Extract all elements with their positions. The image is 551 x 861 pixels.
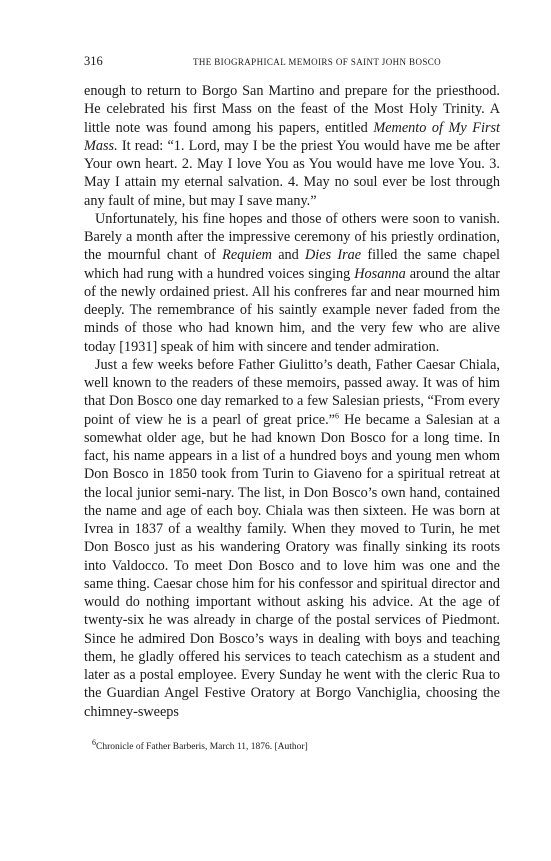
italic-term: Dies Irae <box>305 247 362 264</box>
footnote-text: Chronicle of Father Barberis, March 11, 1876. [Author] <box>96 741 308 752</box>
italic-title: Memento of My First Mass. <box>84 119 500 154</box>
page-number: 316 <box>84 54 103 68</box>
paragraph-text: Unfortunately, his fine hopes and those of others were soon to vanish. Barely a month after the impressive ceremony of his priestly ordination, the mournful chant of <box>84 210 500 264</box>
paragraph-text: Just a few weeks before Father Giulitto’s death, Father Caesar Chiala, well known to the readers of these memoirs, passed away. It was of him that Don Bosco one day remarked to a few Salesian priests, “From every point of view he is a pearl of great price.” <box>84 356 500 428</box>
paragraph-text: It read: “1. Lord, may I be the priest You would have me be after Your own heart. 2. May I love You as You would have me love You. 3. May I attain my eternal salvation. 4. May no soul ever be lost through any fault of mine, but may I save many.” <box>84 137 500 209</box>
paragraph-text: enough to return to Borgo San Martino and prepare for the priesthood. He celebrated his first Mass on the feast of the Most Holy Trinity. A little note was found among his papers, entitled <box>84 83 500 136</box>
paragraph-text: He became a Salesian at a somewhat older age, but he had known Don Bosco for a long time. In fact, his name appears in a list of a hundred boys and young men whom Don Bosco in 1850 took from Turin to Giaveno for a spiritual retreat at the local junior semi-nary. The list, in Don Bosco’s own hand, contained the name and age of each boy. Chiala was then sixteen. He was born at Ivrea in 1837 of a wealthy family. When they moved to Turin, he met Don Bosco just as his wandering Oratory was finally sinking its roots into Valdocco. To meet Don Bosco and to love him was one and the same thing. Caesar chose him for his confessor and spiritual director and would do nothing important without asking his advice. At the age of twenty-six he was already in charge of the postal services of Piedmont. Since he admired Don Bosco’s ways in dealing with boys and teaching them, he gladly offered his services to teach catechism as a student and later as a postal employee. Every Sunday he went with the cleric Rua to the Guardian Angel Festive Oratory at Borgo Vanchiglia, choosing the chimney-sweeps <box>84 411 501 720</box>
footnote <box>84 737 500 753</box>
paragraph-2 <box>84 210 500 356</box>
page-header <box>84 54 500 76</box>
body-text <box>84 82 500 721</box>
italic-term: Requiem <box>222 247 272 264</box>
paragraph-3 <box>84 356 500 721</box>
book-page <box>84 54 500 753</box>
footnote-marker: 6 <box>92 737 96 747</box>
italic-term: Hosanna <box>354 265 406 282</box>
paragraph-text: and <box>271 247 306 264</box>
paragraph-text: filled the same chapel which had rung with a hundred voices singing <box>84 247 500 282</box>
paragraph-text: around the altar of the newly ordained priest. All his confreres far and near mourned him deeply. The remembrance of his saintly example never faded from the minds of those who had known him, and the very few who are alive today [1931] speak of him with sincere and tender admiration. <box>84 265 500 355</box>
footnote-reference: 6 <box>335 410 340 420</box>
paragraph-1 <box>84 82 500 210</box>
running-head: THE BIOGRAPHICAL MEMOIRS OF SAINT JOHN BOSCO <box>192 57 442 67</box>
